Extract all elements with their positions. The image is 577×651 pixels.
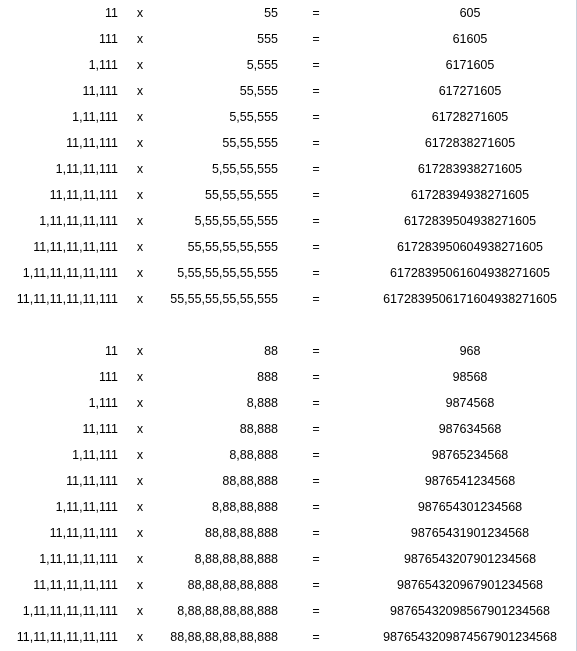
multiplicand-cell: 11,11,111 <box>66 474 118 488</box>
product-cell: 968 <box>459 344 481 358</box>
multiplier-cell: 55 <box>264 6 278 20</box>
multiplier-cell: 5,55,555 <box>229 110 278 124</box>
equals-sign-cell: = <box>312 240 320 254</box>
table-row <box>0 364 577 390</box>
multiplier-cell: 8,88,888 <box>229 448 278 462</box>
times-sign-cell: x <box>136 136 144 150</box>
table-row <box>0 572 577 598</box>
multiplier-cell: 8,88,88,88,888 <box>194 552 278 566</box>
times-sign-cell: x <box>136 214 144 228</box>
multiplicand-cell: 111 <box>98 32 118 46</box>
multiplier-cell: 88,88,88,88,88,888 <box>170 630 278 644</box>
equals-sign-cell: = <box>312 474 320 488</box>
multiplicand-cell: 1,111 <box>88 58 118 72</box>
equals-sign-cell: = <box>312 266 320 280</box>
times-sign-cell: x <box>136 604 144 618</box>
product-cell: 6171605 <box>445 58 495 72</box>
product-cell: 61728394938271605 <box>410 188 530 202</box>
product-cell: 98568 <box>452 370 488 384</box>
multiplicand-cell: 1,111 <box>88 396 118 410</box>
table-row <box>0 26 577 52</box>
product-cell: 6172839504938271605 <box>403 214 537 228</box>
equals-sign-cell: = <box>312 214 320 228</box>
multiplicand-cell: 11,11,11,11,111 <box>33 240 118 254</box>
multiplicand-cell: 1,11,11,111 <box>55 162 118 176</box>
multiplier-cell: 555 <box>257 32 278 46</box>
times-sign-cell: x <box>136 526 144 540</box>
times-sign-cell: x <box>136 344 144 358</box>
times-sign-cell: x <box>136 162 144 176</box>
table-row <box>0 520 577 546</box>
multiplicand-cell: 11,111 <box>82 422 118 436</box>
table-row <box>0 52 577 78</box>
equals-sign-cell: = <box>312 162 320 176</box>
times-sign-cell: x <box>136 370 144 384</box>
table-row <box>0 338 577 364</box>
product-cell: 605 <box>459 6 481 20</box>
equals-sign-cell: = <box>312 370 320 384</box>
multiplicand-cell: 11 <box>105 6 118 20</box>
times-sign-cell: x <box>136 32 144 46</box>
multiplier-cell: 888 <box>257 370 278 384</box>
table-row <box>0 104 577 130</box>
product-cell: 61728271605 <box>431 110 509 124</box>
equals-sign-cell: = <box>312 604 320 618</box>
equals-sign-cell: = <box>312 500 320 514</box>
multiplier-cell: 5,55,55,55,555 <box>194 214 278 228</box>
times-sign-cell: x <box>136 552 144 566</box>
table-row <box>0 468 577 494</box>
equals-sign-cell: = <box>312 526 320 540</box>
equals-sign-cell: = <box>312 84 320 98</box>
multiplicand-cell: 11,11,11,11,11,111 <box>16 292 118 306</box>
table-row <box>0 390 577 416</box>
equals-sign-cell: = <box>312 110 320 124</box>
multiplier-cell: 55,55,55,55,55,555 <box>170 292 278 306</box>
times-sign-cell: x <box>136 422 144 436</box>
equals-sign-cell: = <box>312 188 320 202</box>
equals-sign-cell: = <box>312 136 320 150</box>
multiplier-cell: 88 <box>264 344 278 358</box>
multiplier-cell: 88,88,888 <box>222 474 278 488</box>
multiplier-cell: 55,55,55,55,555 <box>187 240 278 254</box>
multiplier-cell: 8,88,88,88,88,888 <box>177 604 278 618</box>
product-cell: 61605 <box>452 32 488 46</box>
equals-sign-cell: = <box>312 344 320 358</box>
product-cell: 987654320967901234568 <box>397 578 543 592</box>
table-row <box>0 208 577 234</box>
multiplier-cell: 55,555 <box>239 84 278 98</box>
times-sign-cell: x <box>136 188 144 202</box>
product-cell: 9876541234568 <box>424 474 516 488</box>
product-cell: 6172838271605 <box>424 136 516 150</box>
table-row <box>0 416 577 442</box>
multiplicand-cell: 1,11,111 <box>72 448 118 462</box>
table-row <box>0 494 577 520</box>
times-sign-cell: x <box>136 58 144 72</box>
product-cell: 6172839506171604938271605 <box>383 292 557 306</box>
table-row <box>0 130 577 156</box>
multiplicand-cell: 11,11,11,11,111 <box>33 578 118 592</box>
table-row <box>0 182 577 208</box>
product-cell: 98765432098567901234568 <box>390 604 550 618</box>
multiplier-cell: 88,888 <box>239 422 278 436</box>
multiplicand-cell: 11 <box>105 344 118 358</box>
product-cell: 617283950604938271605 <box>397 240 543 254</box>
table-row <box>0 546 577 572</box>
multiplier-cell: 5,555 <box>246 58 278 72</box>
multiplier-cell: 55,55,555 <box>222 136 278 150</box>
multiplier-cell: 8,888 <box>246 396 278 410</box>
equals-sign-cell: = <box>312 396 320 410</box>
equals-sign-cell: = <box>312 292 320 306</box>
product-cell: 987654301234568 <box>417 500 523 514</box>
product-cell: 61728395061604938271605 <box>390 266 550 280</box>
multiplier-cell: 5,55,55,55,55,555 <box>177 266 278 280</box>
equals-sign-cell: = <box>312 578 320 592</box>
multiplicand-cell: 1,11,11,11,111 <box>39 552 118 566</box>
multiplicand-cell: 11,111 <box>82 84 118 98</box>
equals-sign-cell: = <box>312 6 320 20</box>
product-cell: 9874568 <box>445 396 495 410</box>
multiplicand-cell: 11,11,11,111 <box>49 188 118 202</box>
product-cell: 987634568 <box>438 422 502 436</box>
multiplier-cell: 55,55,55,555 <box>205 188 278 202</box>
times-sign-cell: x <box>136 292 144 306</box>
times-sign-cell: x <box>136 630 144 644</box>
multiplicand-cell: 11,11,111 <box>66 136 118 150</box>
product-cell: 9876543207901234568 <box>403 552 537 566</box>
table-row <box>0 624 577 650</box>
times-sign-cell: x <box>136 6 144 20</box>
multiplier-cell: 88,88,88,888 <box>205 526 278 540</box>
equals-sign-cell: = <box>312 32 320 46</box>
product-cell: 98765431901234568 <box>410 526 530 540</box>
times-sign-cell: x <box>136 84 144 98</box>
table-row <box>0 78 577 104</box>
multiplier-cell: 8,88,88,888 <box>211 500 278 514</box>
product-cell: 617271605 <box>438 84 502 98</box>
times-sign-cell: x <box>136 474 144 488</box>
times-sign-cell: x <box>136 110 144 124</box>
multiplicand-cell: 11,11,11,11,11,111 <box>16 630 118 644</box>
multiplicand-cell: 11,11,11,111 <box>49 526 118 540</box>
multiplicand-cell: 1,11,11,11,11,111 <box>22 266 118 280</box>
multiplicand-cell: 1,11,11,11,111 <box>39 214 118 228</box>
equals-sign-cell: = <box>312 448 320 462</box>
times-sign-cell: x <box>136 578 144 592</box>
equals-sign-cell: = <box>312 58 320 72</box>
multiplicand-cell: 1,11,111 <box>72 110 118 124</box>
multiplicand-cell: 1,11,11,11,11,111 <box>22 604 118 618</box>
times-sign-cell: x <box>136 500 144 514</box>
table-row <box>0 0 577 26</box>
multiplier-cell: 5,55,55,555 <box>211 162 278 176</box>
multiplier-cell: 88,88,88,88,888 <box>187 578 278 592</box>
equals-sign-cell: = <box>312 630 320 644</box>
product-cell: 98765234568 <box>431 448 509 462</box>
times-sign-cell: x <box>136 240 144 254</box>
product-cell: 9876543209874567901234568 <box>383 630 557 644</box>
multiplicand-cell: 1,11,11,111 <box>55 500 118 514</box>
table-row <box>0 260 577 286</box>
product-cell: 617283938271605 <box>417 162 523 176</box>
times-sign-cell: x <box>136 448 144 462</box>
times-sign-cell: x <box>136 266 144 280</box>
multiplicand-cell: 111 <box>98 370 118 384</box>
table-row <box>0 156 577 182</box>
table-row <box>0 234 577 260</box>
equals-sign-cell: = <box>312 552 320 566</box>
table-row <box>0 442 577 468</box>
times-sign-cell: x <box>136 396 144 410</box>
table-row <box>0 598 577 624</box>
table-row <box>0 286 577 312</box>
equals-sign-cell: = <box>312 422 320 436</box>
